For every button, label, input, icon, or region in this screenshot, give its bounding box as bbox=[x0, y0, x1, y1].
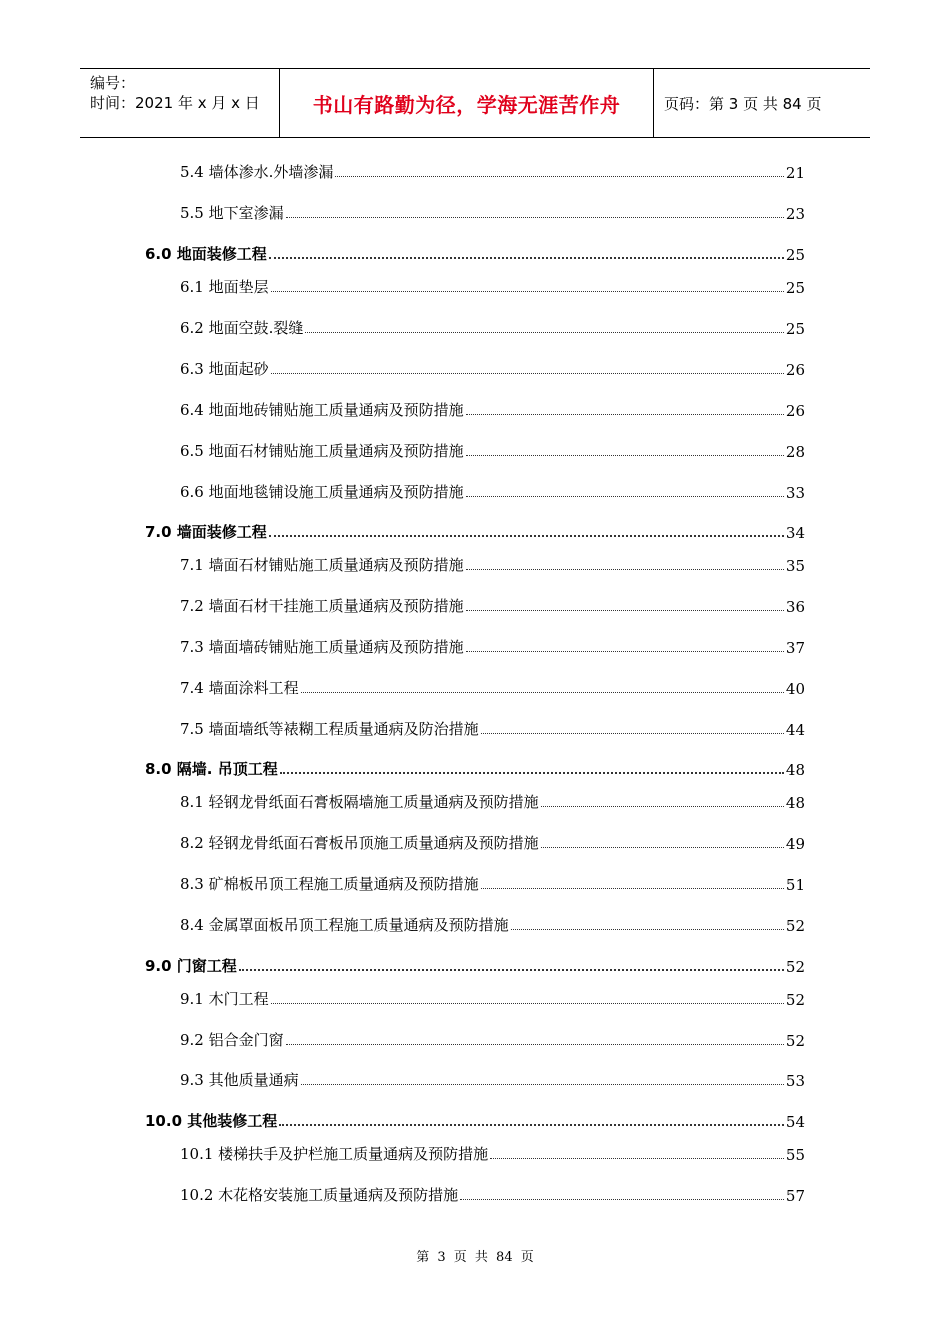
toc-section-entry[interactable] bbox=[180, 275, 805, 297]
page-header bbox=[80, 68, 870, 138]
toc-section-entry[interactable] bbox=[180, 790, 805, 812]
toc-dot-leader bbox=[466, 610, 784, 611]
toc-dot-leader bbox=[301, 1084, 784, 1085]
toc-section-entry[interactable] bbox=[180, 594, 805, 616]
toc-dot-leader bbox=[280, 772, 784, 774]
toc-dot-leader bbox=[271, 373, 784, 374]
toc-entry-page-number: 44 bbox=[785, 721, 805, 739]
toc-entry-label: 10.2 木花格安装施工质量通病及预防措施 bbox=[180, 1186, 459, 1204]
toc-dot-leader bbox=[271, 291, 784, 292]
page-footer: 第 3 页 共 84 页 bbox=[416, 1250, 534, 1265]
toc-entry-label: 6.1 地面垫层 bbox=[180, 278, 269, 296]
toc-entry-page-number: 52 bbox=[785, 958, 805, 976]
toc-dot-leader bbox=[335, 176, 784, 177]
toc-entry-page-number: 57 bbox=[785, 1187, 805, 1205]
header-motto: 书山有路勤为径，学海无涯苦作舟 bbox=[312, 92, 621, 117]
toc-section-entry[interactable] bbox=[180, 1068, 805, 1090]
toc-dot-leader bbox=[481, 733, 784, 734]
toc-section-entry[interactable] bbox=[180, 201, 805, 223]
toc-section-entry[interactable] bbox=[180, 635, 805, 657]
toc-entry-label: 7.0 墙面装修工程 bbox=[145, 523, 267, 541]
toc-entry-page-number: 40 bbox=[785, 680, 805, 698]
toc-entry-label: 6.0 地面装修工程 bbox=[145, 245, 267, 263]
toc-dot-leader bbox=[460, 1199, 784, 1200]
toc-entry-page-number: 25 bbox=[785, 279, 805, 297]
toc-entry-label: 9.3 其他质量通病 bbox=[180, 1071, 299, 1089]
toc-entry-page-number: 52 bbox=[785, 917, 805, 935]
toc-chapter-entry[interactable] bbox=[145, 520, 805, 542]
toc-entry-label: 6.3 地面起砂 bbox=[180, 360, 269, 378]
toc-section-entry[interactable] bbox=[180, 717, 805, 739]
toc-section-entry[interactable] bbox=[180, 913, 805, 935]
toc-dot-leader bbox=[466, 455, 784, 456]
toc-section-entry[interactable] bbox=[180, 160, 805, 182]
toc-entry-page-number: 35 bbox=[785, 557, 805, 575]
toc-dot-leader bbox=[541, 806, 784, 807]
toc-section-entry[interactable] bbox=[180, 398, 805, 420]
toc-entry-label: 8.3 矿棉板吊顶工程施工质量通病及预防措施 bbox=[180, 875, 479, 893]
toc-entry-page-number: 54 bbox=[785, 1113, 805, 1131]
toc-entry-page-number: 48 bbox=[785, 761, 805, 779]
toc-dot-leader bbox=[466, 414, 784, 415]
toc-entry-page-number: 52 bbox=[785, 1032, 805, 1050]
toc-entry-page-number: 28 bbox=[785, 443, 805, 461]
toc-section-entry[interactable] bbox=[180, 480, 805, 502]
toc-entry-label: 6.6 地面地毯铺设施工质量通病及预防措施 bbox=[180, 483, 464, 501]
toc-section-entry[interactable] bbox=[180, 872, 805, 894]
toc-dot-leader bbox=[466, 496, 784, 497]
toc-entry-label: 8.4 金属罩面板吊顶工程施工质量通病及预防措施 bbox=[180, 916, 509, 934]
toc-entry-page-number: 52 bbox=[785, 991, 805, 1009]
toc-entry-label: 7.5 墙面墙纸等裱糊工程质量通病及防治措施 bbox=[180, 720, 479, 738]
toc-section-entry[interactable] bbox=[180, 1028, 805, 1050]
toc-section-entry[interactable] bbox=[180, 357, 805, 379]
toc-entry-label: 7.4 墙面涂料工程 bbox=[180, 679, 299, 697]
toc-entry-page-number: 25 bbox=[785, 320, 805, 338]
toc-entry-label: 7.3 墙面墙砖铺贴施工质量通病及预防措施 bbox=[180, 638, 464, 656]
toc-section-entry[interactable] bbox=[180, 676, 805, 698]
toc-dot-leader bbox=[279, 1124, 784, 1126]
toc-chapter-entry[interactable] bbox=[145, 242, 805, 264]
toc-entry-label: 8.1 轻钢龙骨纸面石膏板隔墙施工质量通病及预防措施 bbox=[180, 793, 539, 811]
toc-entry-label: 7.2 墙面石材干挂施工质量通病及预防措施 bbox=[180, 597, 464, 615]
toc-entry-page-number: 48 bbox=[785, 794, 805, 812]
header-motto-cell bbox=[280, 69, 654, 137]
toc-chapter-entry[interactable] bbox=[145, 954, 805, 976]
toc-section-entry[interactable] bbox=[180, 831, 805, 853]
toc-dot-leader bbox=[481, 888, 784, 889]
toc-section-entry[interactable] bbox=[180, 1142, 805, 1164]
toc-entry-page-number: 49 bbox=[785, 835, 805, 853]
header-meta bbox=[80, 69, 280, 137]
toc-section-entry[interactable] bbox=[180, 1183, 805, 1205]
toc-entry-label: 5.5 地下室渗漏 bbox=[180, 204, 284, 222]
toc-dot-leader bbox=[305, 332, 784, 333]
toc-entry-page-number: 25 bbox=[785, 246, 805, 264]
toc-dot-leader bbox=[466, 569, 784, 570]
toc-dot-leader bbox=[239, 969, 784, 971]
toc-chapter-entry[interactable] bbox=[145, 1109, 805, 1131]
toc-entry-label: 9.0 门窗工程 bbox=[145, 957, 237, 975]
toc-section-entry[interactable] bbox=[180, 987, 805, 1009]
toc-entry-label: 6.4 地面地砖铺贴施工质量通病及预防措施 bbox=[180, 401, 464, 419]
toc-entry-label: 8.0 隔墙. 吊顶工程 bbox=[145, 760, 278, 778]
toc-entry-page-number: 26 bbox=[785, 361, 805, 379]
toc-dot-leader bbox=[286, 1044, 784, 1045]
toc-section-entry[interactable] bbox=[180, 439, 805, 461]
toc-entry-label: 6.2 地面空鼓.裂缝 bbox=[180, 319, 304, 337]
toc-dot-leader bbox=[511, 929, 784, 930]
toc-dot-leader bbox=[490, 1158, 784, 1159]
toc-entry-page-number: 26 bbox=[785, 402, 805, 420]
toc-dot-leader bbox=[269, 535, 784, 537]
toc-entry-page-number: 36 bbox=[785, 598, 805, 616]
document-number-label: 编号： bbox=[90, 74, 136, 92]
toc-dot-leader bbox=[301, 692, 784, 693]
toc-dot-leader bbox=[269, 257, 784, 259]
toc-chapter-entry[interactable] bbox=[145, 757, 805, 779]
toc-entry-label: 6.5 地面石材铺贴施工质量通病及预防措施 bbox=[180, 442, 464, 460]
toc-dot-leader bbox=[286, 217, 784, 218]
toc-entry-page-number: 23 bbox=[785, 205, 805, 223]
toc-entry-page-number: 37 bbox=[785, 639, 805, 657]
toc-dot-leader bbox=[271, 1003, 784, 1004]
toc-dot-leader bbox=[466, 651, 784, 652]
toc-entry-label: 10.0 其他装修工程 bbox=[145, 1112, 278, 1130]
toc-entry-label: 9.1 木门工程 bbox=[180, 990, 269, 1008]
toc-entry-page-number: 55 bbox=[785, 1146, 805, 1164]
header-page-info: 页码：第 3 页 共 84 页 bbox=[664, 94, 822, 113]
toc-entry-label: 7.1 墙面石材铺贴施工质量通病及预防措施 bbox=[180, 556, 464, 574]
toc-entry-page-number: 51 bbox=[785, 876, 805, 894]
toc-dot-leader bbox=[541, 847, 784, 848]
document-date: 时间：2021 年 x 月 x 日 bbox=[90, 94, 260, 112]
toc-entry-page-number: 21 bbox=[785, 164, 805, 182]
toc-entry-label: 10.1 楼梯扶手及护栏施工质量通病及预防措施 bbox=[180, 1145, 489, 1163]
toc-entry-label: 8.2 轻钢龙骨纸面石膏板吊顶施工质量通病及预防措施 bbox=[180, 834, 539, 852]
toc-section-entry[interactable] bbox=[180, 553, 805, 575]
toc-entry-page-number: 34 bbox=[785, 524, 805, 542]
toc-section-entry[interactable] bbox=[180, 316, 805, 338]
toc-entry-page-number: 53 bbox=[785, 1072, 805, 1090]
toc-entry-label: 5.4 墙体渗水.外墙渗漏 bbox=[180, 163, 334, 181]
toc-entry-label: 9.2 铝合金门窗 bbox=[180, 1031, 284, 1049]
toc-entry-page-number: 33 bbox=[785, 484, 805, 502]
